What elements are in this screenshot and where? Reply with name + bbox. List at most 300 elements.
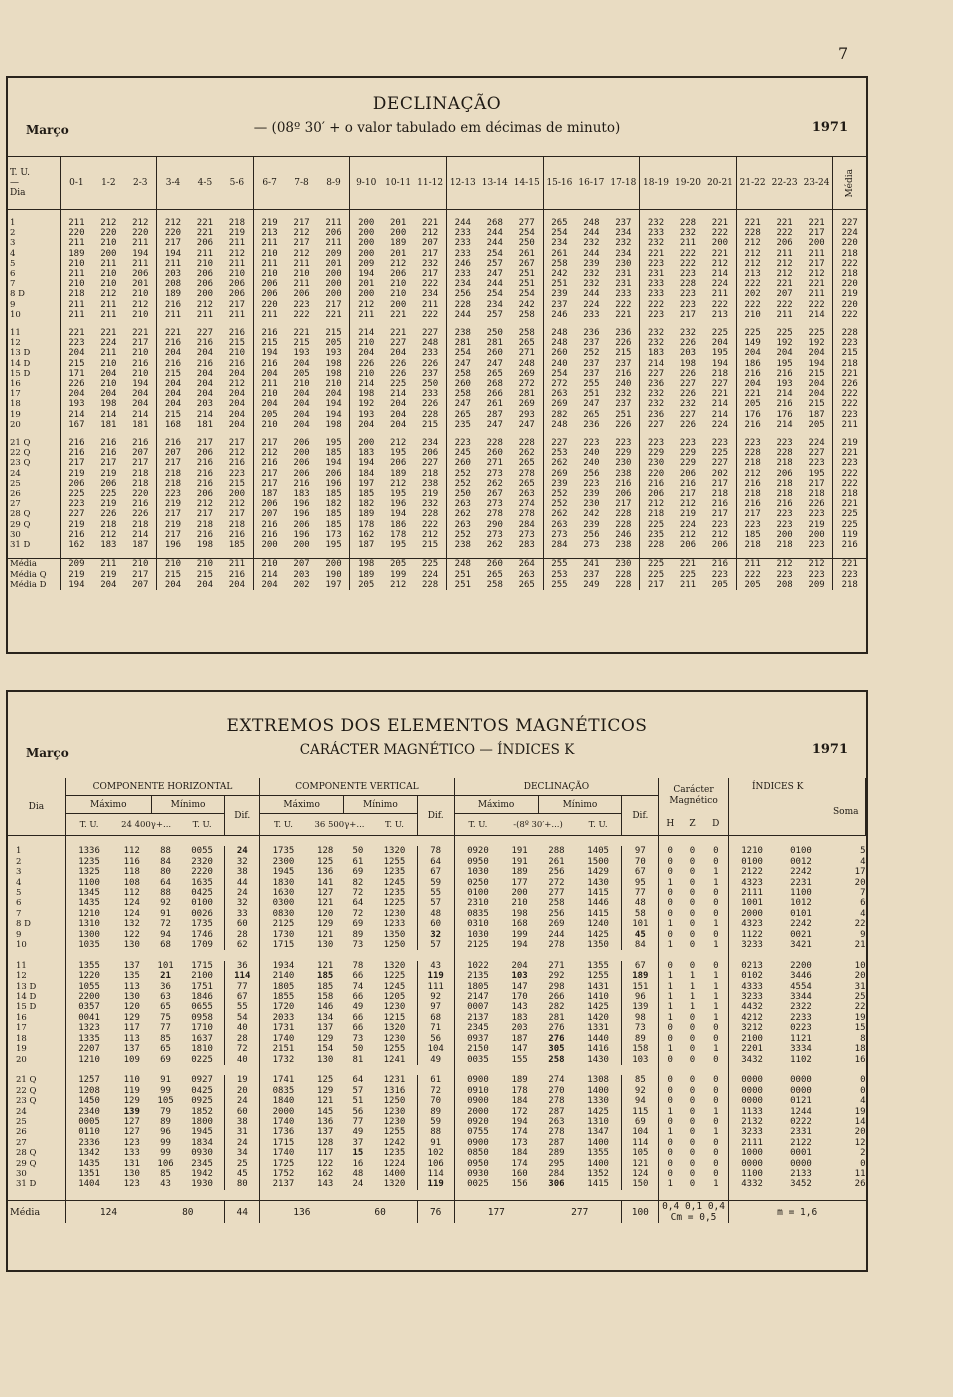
indice-cell: 2132 (741, 1116, 763, 1127)
value-cell: 234 (607, 249, 639, 259)
value-cell: 224 (704, 279, 736, 289)
value-cell: 211 (196, 309, 214, 320)
d-cell: 0910 (467, 1085, 489, 1096)
spacer-cell (775, 1065, 826, 1075)
v-cell: 24 (352, 1179, 364, 1190)
value-cell: 222 (414, 520, 446, 530)
spacer-cell (681, 1190, 704, 1201)
spacer-cell (344, 950, 373, 960)
d-cell: 1425 (575, 930, 622, 940)
value-cell: 200 (318, 269, 350, 279)
spacer-cell (622, 1065, 659, 1075)
value-cell: 210 (100, 238, 117, 249)
table-row (8, 961, 866, 971)
value-cell: 226 (607, 420, 639, 430)
h-cell: 1710 (180, 1023, 225, 1033)
d-dif-header: Dif. (622, 796, 659, 836)
value-cell: 197 (318, 580, 350, 590)
h-cell: 64 (160, 877, 171, 888)
h-cell: 1220 (78, 971, 100, 982)
value-cell: 212 (390, 258, 407, 269)
spacer-cell (728, 1190, 775, 1201)
value-cell: 210 (157, 559, 189, 570)
v-cell: 1245 (372, 878, 417, 888)
value-cell: 223 (841, 338, 858, 349)
value-cell: 216 (607, 369, 639, 379)
value-cell: 207 (414, 238, 446, 248)
h-cell: 1310 (78, 919, 100, 930)
value-cell: 248 (583, 218, 600, 228)
table-row (8, 218, 866, 228)
d-cell: 2147 (467, 992, 489, 1003)
value-cell: 229 (647, 448, 665, 459)
d-cell: 276 (548, 1033, 565, 1044)
value-cell: 212 (647, 499, 665, 510)
day-cell: 27 (8, 1138, 65, 1148)
value-cell: 227 (68, 509, 85, 520)
table-row (8, 269, 866, 279)
d-cell: 84 (622, 940, 659, 950)
indice-cell: 2100 (741, 1033, 763, 1044)
d-cell: 103 (511, 971, 528, 982)
value-cell: 217 (607, 499, 639, 509)
d-cell: 0930 (467, 1168, 489, 1179)
spacer-cell (372, 950, 417, 960)
value-cell: 221 (841, 448, 858, 459)
spacer-cell (575, 210, 607, 219)
spacer-cell (124, 210, 156, 219)
h-cell: 132 (123, 919, 140, 930)
spacer-cell (151, 836, 180, 847)
value-cell: 200 (776, 529, 793, 540)
value-cell: 211 (261, 309, 278, 320)
v-cell: 127 (317, 888, 334, 899)
h-cell: 1637 (180, 1034, 225, 1044)
spacer-cell (414, 550, 446, 559)
value-cell: 218 (801, 489, 833, 499)
value-cell: 217 (164, 238, 182, 249)
day-cell: 10 (8, 310, 60, 320)
d-cell: 1400 (575, 1159, 622, 1169)
day-cell: 22 Q (8, 448, 60, 458)
v-cell: 69 (352, 919, 364, 930)
v-cell: 97 (417, 1002, 454, 1012)
h-cell: 80 (160, 867, 171, 878)
value-cell: 200 (358, 438, 375, 449)
indice-cell: 16 (854, 1054, 866, 1065)
value-cell: 204 (68, 348, 85, 359)
value-cell: 204 (261, 579, 278, 590)
value-cell: 214 (776, 389, 793, 400)
value-cell: 228 (841, 328, 858, 339)
value-cell: 189 (358, 509, 375, 520)
v-cell: 60 (417, 919, 454, 929)
h-cell: 1450 (78, 1096, 100, 1107)
table-row (8, 238, 866, 248)
spacer-cell (827, 950, 866, 960)
value-cell: 205 (318, 338, 350, 348)
d-cell: 155 (511, 1054, 528, 1065)
value-cell: 204 (100, 579, 117, 590)
spacer-cell (704, 836, 729, 847)
h-cell: 28 (225, 930, 260, 940)
spacer-cell (736, 550, 768, 559)
value-cell: 247 (511, 420, 543, 430)
spacer-cell (285, 430, 317, 438)
value-cell: 225 (679, 569, 697, 580)
spacer-cell (704, 430, 736, 438)
value-cell: 198 (196, 540, 214, 551)
caracter-cell: 0 (689, 940, 696, 951)
day-cell: 18 (8, 1034, 65, 1044)
table-row (8, 940, 866, 950)
value-cell: 206 (293, 468, 310, 479)
value-cell: 208 (776, 579, 793, 590)
d-cell: 263 (548, 1116, 565, 1127)
value-cell: 221 (833, 559, 866, 570)
indice-cell: 3334 (790, 1044, 812, 1055)
value-cell: 212 (293, 228, 310, 239)
h-cell: 112 (123, 888, 140, 899)
interval-header: 13-14 (479, 157, 511, 210)
value-cell: 233 (454, 248, 471, 259)
h-cell: 2207 (78, 1044, 100, 1055)
value-cell: 217 (414, 249, 446, 259)
value-cell: 260 (454, 458, 471, 469)
value-cell: 162 (358, 529, 375, 540)
d-cell: 85 (622, 1075, 659, 1085)
value-cell: 218 (124, 469, 156, 479)
spacer-cell (681, 950, 704, 960)
table-row (8, 1117, 866, 1127)
value-cell: 223 (776, 438, 793, 449)
h-cell: 2220 (180, 867, 225, 877)
value-cell: 250 (511, 238, 543, 248)
caracter-cell: 1 (704, 992, 729, 1002)
value-cell: 217 (221, 300, 253, 310)
d-cell: 1308 (575, 1075, 622, 1085)
caracter-cell: 1 (667, 877, 673, 888)
h-cell: 85 (160, 1168, 171, 1179)
value-cell: 206 (293, 519, 310, 530)
value-cell: 216 (221, 328, 253, 338)
spacer-cell (260, 1190, 307, 1201)
value-cell: 215 (414, 420, 446, 430)
d-cell: 282 (548, 1002, 565, 1013)
v-tu-1: T. U. (260, 814, 307, 836)
table-row (8, 982, 866, 992)
value-cell: 210 (744, 309, 761, 320)
indice-cell: 0 (860, 1075, 866, 1086)
v-cell: 49 (352, 1002, 364, 1013)
h-cell: 1834 (180, 1138, 225, 1148)
d-cell: 1431 (575, 982, 622, 992)
value-cell: 217 (801, 479, 833, 489)
h-cell: 1810 (180, 1044, 225, 1054)
m-value: m = 1,6 (728, 1201, 865, 1224)
caracter-cell: 0 (689, 1012, 696, 1023)
value-cell: 215 (841, 348, 858, 359)
value-cell: 219 (100, 569, 117, 580)
value-cell: 249 (583, 579, 600, 590)
d-cell: 177 (511, 877, 528, 888)
value-cell: 204 (390, 409, 407, 420)
declinacao-month: Março (26, 123, 69, 137)
caracter-cell: 1 (667, 1044, 673, 1055)
v-cell: 1730 (272, 929, 295, 940)
d-cell: 184 (511, 1096, 528, 1107)
value-cell: 230 (607, 259, 639, 269)
value-cell: 221 (801, 279, 833, 289)
caracter-cell: 0 (667, 898, 673, 909)
value-cell: 262 (454, 509, 471, 520)
day-cell: 5 (8, 259, 60, 269)
indice-cell: 22 (854, 919, 866, 930)
h-cell: 1345 (78, 888, 100, 899)
value-cell: 212 (100, 289, 117, 300)
h-cell: 75 (160, 1012, 171, 1023)
value-cell: 219 (414, 489, 446, 499)
value-cell: 228 (607, 509, 639, 519)
v-cell: 2140 (272, 971, 295, 982)
value-cell: 216 (261, 519, 278, 530)
value-cell: 290 (486, 519, 503, 530)
value-cell: 265 (511, 479, 543, 489)
value-cell: 221 (776, 218, 793, 228)
value-cell: 194 (318, 458, 350, 468)
interval-header: 0-1 (60, 157, 92, 210)
d-cell: 256 (548, 867, 565, 878)
value-cell: 205 (261, 409, 278, 420)
h-cell: 1300 (78, 929, 100, 940)
indice-cell: 2201 (741, 1044, 763, 1055)
value-cell: 185 (744, 529, 761, 540)
indice-cell: 0100 (741, 856, 763, 867)
value-cell: 195 (390, 540, 407, 551)
value-cell: 244 (583, 289, 600, 300)
value-cell: 196 (293, 509, 310, 520)
spacer-cell (640, 320, 672, 328)
value-cell: 206 (68, 478, 85, 489)
h-cell: 129 (123, 1096, 140, 1107)
value-cell: 219 (801, 520, 833, 530)
value-cell: 212 (414, 530, 446, 540)
indice-cell: 3432 (741, 1054, 763, 1065)
v-cell: 1855 (272, 992, 295, 1003)
d-min-header: Mínimo (538, 796, 622, 814)
caracter-cell: 0 (667, 888, 673, 899)
d-cell: 121 (622, 1159, 659, 1169)
value-cell: 228 (744, 448, 761, 459)
value-cell: 248 (551, 328, 568, 339)
value-cell: 203 (196, 399, 214, 410)
extremos-title: EXTREMOS DOS ELEMENTOS MAGNÉTICOS (226, 716, 648, 736)
value-cell: 218 (68, 289, 85, 300)
caracter-cell: 0 (704, 888, 729, 898)
table-row (8, 249, 866, 259)
caracter-cell: 0 (667, 1137, 673, 1148)
dia-header: Dia (8, 778, 65, 836)
indice-cell: 2000 (741, 908, 763, 919)
table-row (8, 479, 866, 489)
value-cell: 269 (551, 399, 568, 410)
d-cell: 1400 (575, 1138, 622, 1148)
value-cell: 224 (841, 228, 858, 239)
value-cell: 198 (318, 359, 350, 369)
value-cell: 222 (414, 279, 446, 289)
value-cell: 227 (551, 438, 568, 449)
value-cell: 211 (841, 419, 858, 430)
d-cell: 0100 (467, 888, 489, 899)
value-cell: 218 (841, 489, 858, 500)
value-cell: 226 (607, 338, 639, 348)
day-cell: 25 (8, 479, 60, 489)
value-cell: 262 (486, 540, 503, 551)
indice-cell: 2322 (790, 1002, 812, 1013)
value-cell: 268 (486, 218, 503, 228)
h-cell: 131 (123, 1158, 140, 1169)
h-cell: 1335 (78, 1033, 100, 1044)
h-cell: 123 (123, 1137, 140, 1148)
indice-cell: 3233 (741, 1127, 763, 1138)
value-cell: 185 (221, 540, 253, 550)
value-cell: 186 (390, 519, 407, 530)
value-cell: 278 (486, 509, 503, 520)
value-cell: 218 (124, 520, 156, 530)
spacer-cell (833, 210, 866, 219)
table-row (8, 1023, 866, 1033)
value-cell: 265 (511, 338, 543, 348)
v-cell: 55 (417, 888, 454, 898)
indice-cell: 1100 (790, 888, 812, 899)
value-cell: 193 (776, 379, 793, 390)
value-cell: 227 (679, 409, 697, 420)
value-cell: 196 (293, 529, 310, 540)
table-row (8, 888, 866, 898)
value-cell: 217 (124, 458, 156, 468)
v-cell: 1736 (272, 1127, 295, 1138)
value-cell: 217 (68, 458, 85, 469)
indice-cell: 3452 (790, 1179, 812, 1190)
value-cell: 194 (358, 458, 375, 469)
spacer-row (8, 430, 866, 438)
d-cell: 0310 (467, 919, 489, 930)
value-cell: 210 (68, 258, 85, 269)
value-cell: 223 (841, 569, 858, 580)
v-cell: 1255 (372, 1044, 417, 1054)
h-cell: 31 (225, 1127, 260, 1137)
value-cell: 225 (640, 559, 672, 570)
value-cell: 200 (293, 448, 310, 459)
caracter-cell: 0 (704, 1148, 729, 1158)
v-cell: 104 (417, 1044, 454, 1054)
value-cell: 265 (511, 580, 543, 590)
d-cell: 277 (548, 888, 565, 899)
value-cell: 226 (68, 379, 85, 390)
spacer-cell (575, 950, 622, 960)
v-cell: 1715 (272, 1137, 295, 1148)
spacer-cell (414, 320, 446, 328)
value-cell: 178 (390, 529, 407, 540)
value-cell: 205 (801, 420, 833, 430)
value-cell: 182 (318, 499, 350, 509)
value-cell: 201 (124, 279, 156, 289)
day-cell: 26 (8, 1127, 65, 1137)
value-cell: 216 (221, 530, 253, 540)
v-cell: 121 (317, 960, 334, 971)
value-cell: 283 (511, 540, 543, 550)
value-cell: 232 (647, 389, 665, 400)
value-cell: 211 (318, 238, 350, 248)
value-cell: 206 (293, 438, 310, 449)
value-cell: 193 (358, 409, 375, 420)
value-cell: 212 (196, 299, 214, 310)
value-cell: 210 (261, 419, 278, 430)
v-cell: 2137 (272, 1179, 295, 1190)
value-cell: 216 (164, 438, 182, 449)
value-cell: 212 (776, 258, 793, 269)
spacer-cell (92, 320, 124, 328)
indice-cell: 22 (854, 1002, 866, 1013)
spacer-cell (189, 320, 221, 328)
spacer-cell (575, 550, 607, 559)
value-cell: 212 (221, 379, 253, 389)
table-row (8, 499, 866, 509)
v-cell: 72 (417, 1086, 454, 1096)
v-cell: 92 (417, 992, 454, 1002)
spacer-cell (318, 210, 350, 219)
value-cell: 222 (841, 468, 858, 479)
v-cell: 1225 (372, 898, 417, 908)
h-cell: 2200 (78, 992, 100, 1003)
value-cell: 223 (607, 438, 639, 448)
d-cell: 2135 (467, 971, 489, 982)
day-cell: 9 (8, 930, 65, 940)
value-cell: 221 (776, 279, 793, 290)
value-cell: 214 (261, 569, 278, 580)
caracter-cell: 0 (689, 1023, 696, 1034)
h-cell: 34 (225, 1148, 260, 1158)
value-cell: 215 (221, 338, 253, 348)
day-cell: 7 (8, 909, 65, 919)
v-cell: 1255 (372, 1127, 417, 1137)
table-row (8, 878, 866, 888)
spacer-cell (501, 1065, 538, 1075)
d-max-header: Máximo (454, 796, 538, 814)
value-cell: 273 (486, 529, 503, 540)
h-cell: 124 (123, 898, 140, 909)
v-cell: 158 (317, 992, 334, 1003)
value-cell: 248 (446, 559, 478, 570)
value-cell: 194 (390, 509, 407, 520)
spacer-cell (827, 1190, 866, 1201)
value-cell: 168 (164, 419, 182, 430)
v-cell: 1230 (372, 1107, 417, 1117)
d-cell: 0835 (467, 908, 489, 919)
value-cell: 247 (454, 399, 471, 410)
spacer-cell (65, 950, 112, 960)
value-cell: 194 (801, 359, 833, 369)
d-cell: 189 (511, 1075, 528, 1086)
value-cell: 204 (293, 419, 310, 430)
indice-cell: 0021 (790, 929, 812, 940)
value-cell: 220 (261, 299, 278, 310)
value-cell: 244 (486, 279, 503, 290)
day-cell: 2 (8, 228, 60, 238)
d-cell: 270 (548, 1085, 565, 1096)
value-cell: 221 (100, 328, 117, 339)
d-cell: 1415 (575, 1179, 622, 1189)
